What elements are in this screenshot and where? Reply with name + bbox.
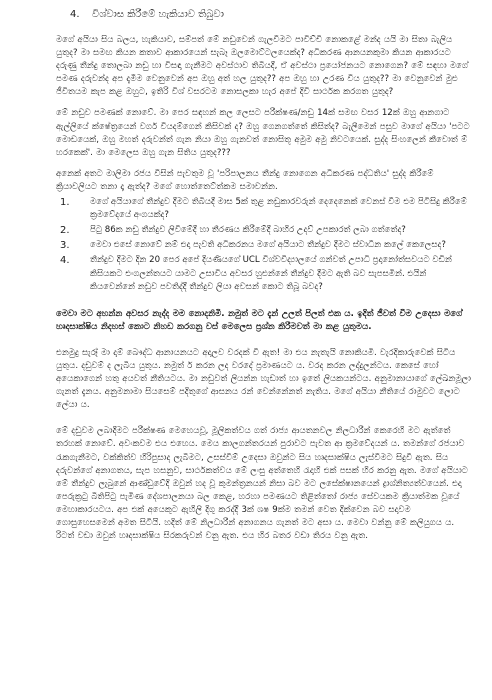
question-item <box>56 196 472 222</box>
paragraph: අනෙක් අතට මාලිමා රජය විසින් පැවතුම වූ 'පරිපාලනය තීන්දු නොගෙන අධිකරණ පද්ධතිය' සුද්ද කිරීමේ ක්‍රියාවලියට තනා දෑ ඇත්ද? මගේ හොත්තෙට්ත්කම සමාවන්න. <box>56 168 434 192</box>
paragraph: මේ නඩුව පමණක් නොවේ. මා පෙර සඳහන් කල ලෙසට පරීක්ෂණ/නඩු 14ක් සමඟ වසර 12ක් ඔහු ආනගාට ඇල්ලියේ ක්ෂේත්‍රයෙන් වර්ග වියදම්ගෙන් කිසිවක් ද? ඔහු ගෙනගත්තේ කිසිත්ද? බැලීමෙන් පසුව මාගේ අයියා 'පටට මොඩයෙක්, ඔහු මහත් දරුවන්ත් ගැන නියා ඔහු ගැනවත් නොසිතූ අමුම අමු නිවටයෙක්. සුද්ද සිංහලෙන් කීවොත් ම් හරකෙක්'. මා මෙලෙස ඔහු ගැන සිතිය යුතුද??? <box>56 108 470 158</box>
highlight-paragraph: මෙවා මට අහන්න අවසර නැද්ද මම නොදනිමි. නමුත් මට දැන් උලත් පිලත් එක ය. ඉදිත් ජීවත් වීම උදෙසා මගේ හෘදසාක්ෂිය නිදහස් කොට නිහඩ කරගනු වස් මෙලෙස ප්‍රශ්න කිරීමවත් මා කළ යුතුමය. <box>56 308 463 332</box>
question-item <box>56 254 472 293</box>
question-item <box>56 239 472 252</box>
question-item <box>56 224 472 237</box>
question-number: 1. <box>60 197 70 209</box>
question-list <box>56 196 472 294</box>
question-text: පිටු 86ක නඩු තීන්දුව ලිවීමේදී හා තීරණය කිරීමේදී බාහිර උදව් උපකාරත් ලබා ගත්තේද? <box>90 225 406 236</box>
question-number: 3. <box>60 240 70 252</box>
paragraph: එනමුදු සැරූ් මා දාම් බෞද්ධ ආනායනයට අදාලව වරදක් වී ඇත! මා එය නැතැයි නොකියමි. වැරදිකාරුවෙක් සිටිය යුතුය. දඩුවම් ද ලැබිය යුතුය. නමුත් ර් කරන ලද වරදේ ප්‍රමාණයට ය. වරද කරන ලද්දුලන්ටය. කෙසේ හෝ අයෙකාගෙන් හතු අයවත් නීතියටය. මා නඩුවත් ලියන්න හැඩාත් හා ඉතේ ලියකයන්ටය. අනුමානායාගේ ලේඛනමූලා ගැනත් දැනය. අනුමනාමා සියසෙම් පදිතුගේ ආසනය රන් වෙන්නේනත් නැතිය. මගේ අයියා නීතියේ රාමුවට ලොට ලේයා ය. <box>56 347 471 411</box>
paragraph: මේ දඩුවම ලබාදීමට පරීක්ෂණ මෙහෙයවූ, මූලිකත්වය ගත් රාජ්‍ය ආයතනවල නිලධාරීන් කෙරෙහි මට ඇත්තේ තරහක් නොවේ. අවංකවම එය එහෙය. මෙය කාලගන්තරයන් පුරාවට පැවත ආ ක්‍රමවේදයන් ය. තමන්ගේ රජයාව රැකගැනීමට, වක්කිත්ව හිරිපුසාද ලැබීමට, උසස්වීම් උදෙසා ඔවුන්ට සිය හෘදසාක්ෂිය ලැස්වීමට සිදුවී ඇත. සිය දරුවන්ගේ අනාගතය, සැප හසනුව, සාර්ථකත්වය මේ ලංසු අත්තෙහි රැදාහි එක් පසක් හිර කරනු ඇත. මගේ අයියාට මේ තීන්දුව ලැබුනේ ආණ්ඩුවේදි ඔවුන් හද වූ කුමන්ත්‍රනයන් නිසා බව මට ලසේක්ෂානයෙන් ද්‍රාශ්නිත්‍යත්වයෙන්. එදා පෙරුක්‍රටු බිතිපිටු පැමිණ දේශපාලනයා බල කෙළ, හරහා පමණයට තිළිත්තෝ රාජ්‍ය සේවයකම ක්‍රියාත්මක වූයේ මෙහාකාරයටය. අප එක් අයෙකුට ඇහිලි දිගු කරද්දී 3ක් ශෂ 9ක්ම තමන් වෙත දික්වෙන බව සදාවම ගොසුහෙසමෙන් අමත සිටියි. හදිත් මේ නිලධාරීන් අනාගනය ගැනත් මට අසා ය. මෙවා වන්නු මේ කලියුගය ය. රිටත් වඩා ඔවුන් හෘදසාක්ෂිය සිරකරුවන් වනු ඇත. එය හිර බතර වඩා තිරය වනු ඇත. <box>56 426 468 542</box>
section-number: 4. <box>70 9 80 20</box>
question-text: තීන්දුව දීමට දින 20 පෙර අපේ දියණියගේ UCL විශ්වවිද්‍යාලයේ ගන්වත් උපාධි ප්‍රදානෝත්සවයට වඩින් කිසියකට එංගලන්තයට යාමට උසාවිය අවසර හුළුන්නේ තීන්දුව දීමට ඇති බව සැපසමින්. එයින් කියවෙන්නේ නඩුව පවතිද්දී තීන්දුව ලියා අවසන් කොට තිබූ බවද? <box>90 255 452 292</box>
question-number: 4. <box>60 255 70 267</box>
question-text: මෙවා එසේ නොවේ නම් එදා පැවති අධිකරනය මගේ අයියාට තීන්දුව දීමට ස්වාධීන කලේ කෙලෙසද? <box>90 240 446 251</box>
paragraph: මගේ අයියා සිය බලය, හැකියාව, සම්පත් මේ නඩුවෙන් ගැලවීමට පාවිච්චි නොකළේ මන්ද යයි මා සිතා බැලිය යුතුද? මා සමඟ කියන කතාව ආකාරයෙන් සැබෑ ඔලමොට්ටලයෙක්ද? අධිකරණ ආනයනකුමා කියන ආකාරයට දරුණු තීන්දු තොලබා නඩු හා විසඳා ගැනීමට අවස්ථාව තිබියදී, ඒ අවස්ථා ප්‍රයෝජනයට නොගෙන? මේ සඳහා මගේ පමණ දරුවන්ද අප දැමීම වෙනුවෙන් අප ඔහු අත් හල යුතුද?? අප ඔහු හා උරණ විය යුතුද?? මා වෙනුවෙන් මුළු ජීවිතයම කැප කළ ඔහුට, ඉතිරි විශ් වසරටම නොසලකා හැර අපේ දිවි සාර්ථක කරගත යුතුද? <box>56 35 469 98</box>
section-title: විශ්වාස කිරීමේ හැකියාව තිබුවා <box>92 9 224 20</box>
question-number: 2. <box>60 225 70 237</box>
section-heading <box>70 8 472 22</box>
question-text: මගේ අයියාගේ තීන්දුව දීමට තිබියදී මාස 5ක් තුළ නඩුකාරවරුන් දෙදෙනෙක් වෙනස් වීම එම පිටිසිදු කිරීමේ ක්‍රමවේදයේ අංගයක්ද? <box>90 197 467 221</box>
